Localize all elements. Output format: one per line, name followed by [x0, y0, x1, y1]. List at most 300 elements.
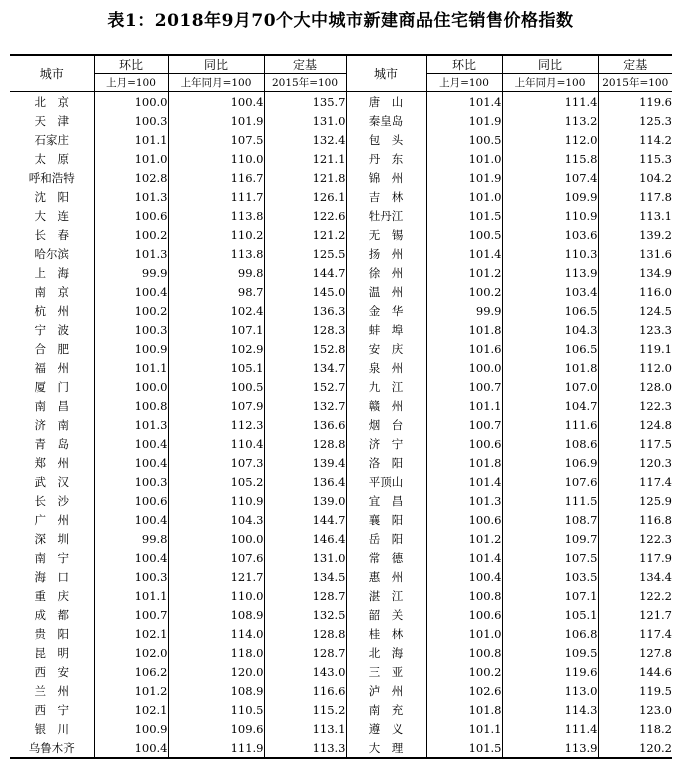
fixed-value: 113.1 — [598, 206, 672, 225]
yoy-value: 112.0 — [502, 130, 598, 149]
fixed-value: 136.6 — [264, 415, 346, 434]
fixed-base-header: 2015年=100 — [598, 74, 672, 92]
mom-value: 100.2 — [94, 225, 168, 244]
city-cell: 天 津 — [34, 113, 69, 128]
city-cell: 兰 州 — [34, 683, 69, 698]
fixed-value: 144.7 — [264, 510, 346, 529]
yoy-value: 106.9 — [502, 453, 598, 472]
fixed-value: 124.5 — [598, 301, 672, 320]
yoy-value: 107.5 — [168, 130, 264, 149]
yoy-value: 113.9 — [502, 738, 598, 758]
fixed-value: 146.4 — [264, 529, 346, 548]
fixed-value: 128.8 — [264, 624, 346, 643]
mom-value: 100.4 — [94, 510, 168, 529]
table-row — [10, 168, 672, 187]
yoy-value: 110.0 — [168, 586, 264, 605]
yoy-value: 108.9 — [168, 681, 264, 700]
yoy-value: 110.9 — [502, 206, 598, 225]
yoy-value: 110.9 — [168, 491, 264, 510]
yoy-value: 98.7 — [168, 282, 264, 301]
fixed-value: 122.2 — [598, 586, 672, 605]
mom-value: 101.4 — [426, 92, 502, 112]
fixed-value: 117.4 — [598, 624, 672, 643]
table-row — [10, 453, 672, 472]
mom-value: 100.8 — [426, 643, 502, 662]
mom-value: 100.0 — [94, 377, 168, 396]
table-row — [10, 396, 672, 415]
fixed-value: 122.3 — [598, 529, 672, 548]
yoy-value: 111.6 — [502, 415, 598, 434]
mom-value: 100.2 — [94, 301, 168, 320]
mom-value: 100.3 — [94, 567, 168, 586]
mom-value: 101.1 — [94, 586, 168, 605]
table-row — [10, 149, 672, 168]
mom-value: 101.0 — [426, 187, 502, 206]
yoy-value: 109.5 — [502, 643, 598, 662]
fixed-value: 152.7 — [264, 377, 346, 396]
mom-value: 100.7 — [426, 377, 502, 396]
mom-value: 101.9 — [426, 111, 502, 130]
mom-value: 100.4 — [94, 548, 168, 567]
table-row — [10, 529, 672, 548]
city-cell: 西 宁 — [34, 702, 69, 717]
yoy-value: 113.2 — [502, 111, 598, 130]
mom-base-header: 上月=100 — [426, 74, 502, 92]
yoy-value: 104.3 — [502, 320, 598, 339]
mom-value: 102.1 — [94, 700, 168, 719]
fixed-value: 121.7 — [598, 605, 672, 624]
fixed-column-header: 定基 — [598, 55, 672, 74]
fixed-value: 120.2 — [598, 738, 672, 758]
fixed-value: 128.3 — [264, 320, 346, 339]
mom-value: 100.6 — [94, 206, 168, 225]
city-cell: 平顶山 — [346, 472, 426, 491]
mom-value: 100.2 — [426, 282, 502, 301]
fixed-value: 131.0 — [264, 111, 346, 130]
city-cell: 牡丹江 — [346, 206, 426, 225]
city-cell: 泸 州 — [346, 681, 426, 700]
fixed-value: 132.7 — [264, 396, 346, 415]
city-cell: 太 原 — [34, 151, 69, 166]
mom-value: 101.4 — [426, 548, 502, 567]
city-cell: 南 宁 — [34, 550, 69, 565]
mom-value: 100.5 — [426, 130, 502, 149]
fixed-value: 112.0 — [598, 358, 672, 377]
fixed-value: 144.6 — [598, 662, 672, 681]
mom-value: 99.9 — [94, 263, 168, 282]
yoy-value: 108.9 — [168, 605, 264, 624]
city-cell: 济 南 — [34, 417, 69, 432]
yoy-value: 103.4 — [502, 282, 598, 301]
city-cell: 金 华 — [346, 301, 426, 320]
fixed-value: 134.4 — [598, 567, 672, 586]
city-cell: 北 京 — [34, 94, 69, 109]
city-cell: 广 州 — [34, 512, 69, 527]
yoy-value: 112.3 — [168, 415, 264, 434]
mom-value: 100.4 — [94, 453, 168, 472]
fixed-value: 124.8 — [598, 415, 672, 434]
mom-value: 101.3 — [426, 491, 502, 510]
yoy-value: 107.6 — [168, 548, 264, 567]
table-row — [10, 700, 672, 719]
city-cell: 沈 阳 — [34, 189, 69, 204]
city-cell: 南 充 — [346, 700, 426, 719]
yoy-value: 110.2 — [168, 225, 264, 244]
city-cell: 秦皇岛 — [346, 111, 426, 130]
table-row — [10, 358, 672, 377]
fixed-value: 134.7 — [264, 358, 346, 377]
fixed-value: 120.3 — [598, 453, 672, 472]
table-row — [10, 111, 672, 130]
city-cell: 九 江 — [346, 377, 426, 396]
mom-value: 100.6 — [94, 491, 168, 510]
yoy-value: 105.2 — [168, 472, 264, 491]
mom-value: 100.3 — [94, 320, 168, 339]
fixed-value: 123.3 — [598, 320, 672, 339]
city-cell: 北 海 — [346, 643, 426, 662]
city-cell: 长 春 — [34, 227, 69, 242]
table-row — [10, 377, 672, 396]
yoy-value: 100.0 — [168, 529, 264, 548]
fixed-value: 139.2 — [598, 225, 672, 244]
city-cell: 南 京 — [34, 284, 69, 299]
yoy-value: 119.6 — [502, 662, 598, 681]
table-row — [10, 662, 672, 681]
city-cell: 石家庄 — [34, 132, 69, 147]
mom-value: 100.9 — [94, 339, 168, 358]
city-cell: 襄 阳 — [346, 510, 426, 529]
yoy-value: 111.4 — [502, 719, 598, 738]
mom-value: 102.8 — [94, 168, 168, 187]
table-title: 表1：2018年9月70个大中城市新建商品住宅销售价格指数 — [107, 11, 574, 31]
yoy-value: 110.5 — [168, 700, 264, 719]
mom-value: 99.8 — [94, 529, 168, 548]
yoy-value: 111.5 — [502, 491, 598, 510]
city-cell: 昆 明 — [34, 645, 69, 660]
mom-value: 100.3 — [94, 472, 168, 491]
fixed-value: 125.3 — [598, 111, 672, 130]
mom-value: 101.0 — [94, 149, 168, 168]
city-cell: 唐 山 — [346, 92, 426, 112]
city-cell: 济 宁 — [346, 434, 426, 453]
mom-value: 100.4 — [426, 567, 502, 586]
fixed-value: 127.8 — [598, 643, 672, 662]
city-cell: 丹 东 — [346, 149, 426, 168]
yoy-value: 105.1 — [168, 358, 264, 377]
yoy-value: 110.3 — [502, 244, 598, 263]
mom-column-header: 环比 — [94, 55, 168, 74]
mom-value: 100.4 — [94, 282, 168, 301]
city-cell: 包 头 — [346, 130, 426, 149]
fixed-value: 119.6 — [598, 92, 672, 112]
yoy-value: 110.4 — [168, 434, 264, 453]
city-cell: 湛 江 — [346, 586, 426, 605]
city-cell: 岳 阳 — [346, 529, 426, 548]
mom-value: 101.3 — [94, 415, 168, 434]
yoy-value: 113.8 — [168, 206, 264, 225]
city-cell: 赣 州 — [346, 396, 426, 415]
table-row — [10, 643, 672, 662]
mom-value: 101.3 — [94, 244, 168, 263]
yoy-value: 113.0 — [502, 681, 598, 700]
yoy-value: 107.6 — [502, 472, 598, 491]
fixed-value: 125.9 — [598, 491, 672, 510]
table-row — [10, 282, 672, 301]
mom-value: 101.1 — [426, 396, 502, 415]
mom-value: 101.5 — [426, 206, 502, 225]
city-column-header: 城市 — [346, 55, 426, 92]
mom-value: 101.5 — [426, 738, 502, 758]
table-row — [10, 92, 672, 112]
yoy-base-header: 上年同月=100 — [502, 74, 598, 92]
yoy-value: 104.3 — [168, 510, 264, 529]
mom-base-header: 上月=100 — [94, 74, 168, 92]
mom-value: 100.0 — [426, 358, 502, 377]
table-row — [10, 738, 672, 758]
mom-value: 100.7 — [426, 415, 502, 434]
table-row — [10, 681, 672, 700]
mom-value: 101.8 — [426, 700, 502, 719]
yoy-value: 107.1 — [502, 586, 598, 605]
yoy-column-header: 同比 — [168, 55, 264, 74]
city-cell: 蚌 埠 — [346, 320, 426, 339]
table-row — [10, 510, 672, 529]
price-index-table — [10, 54, 672, 759]
city-cell: 南 昌 — [34, 398, 69, 413]
yoy-value: 102.4 — [168, 301, 264, 320]
fixed-column-header: 定基 — [264, 55, 346, 74]
city-cell: 大 连 — [34, 208, 69, 223]
yoy-value: 101.9 — [168, 111, 264, 130]
fixed-value: 115.3 — [598, 149, 672, 168]
fixed-value: 131.0 — [264, 548, 346, 567]
table-row — [10, 301, 672, 320]
fixed-value: 117.4 — [598, 472, 672, 491]
fixed-value: 123.0 — [598, 700, 672, 719]
header-row-top — [10, 55, 672, 74]
yoy-value: 107.1 — [168, 320, 264, 339]
fixed-value: 115.2 — [264, 700, 346, 719]
mom-value: 101.2 — [426, 529, 502, 548]
yoy-value: 106.5 — [502, 301, 598, 320]
yoy-value: 104.7 — [502, 396, 598, 415]
city-cell: 洛 阳 — [346, 453, 426, 472]
mom-value: 100.9 — [94, 719, 168, 738]
city-cell: 乌鲁木齐 — [10, 738, 94, 758]
fixed-value: 152.8 — [264, 339, 346, 358]
mom-value: 101.4 — [426, 244, 502, 263]
mom-value: 100.0 — [94, 92, 168, 112]
mom-value: 106.2 — [94, 662, 168, 681]
mom-value: 101.8 — [426, 453, 502, 472]
mom-value: 101.3 — [94, 187, 168, 206]
yoy-value: 105.1 — [502, 605, 598, 624]
fixed-value: 131.6 — [598, 244, 672, 263]
mom-value: 100.4 — [94, 738, 168, 758]
fixed-value: 126.1 — [264, 187, 346, 206]
fixed-value: 139.0 — [264, 491, 346, 510]
yoy-value: 107.5 — [502, 548, 598, 567]
fixed-value: 143.0 — [264, 662, 346, 681]
fixed-value: 121.8 — [264, 168, 346, 187]
table-row — [10, 263, 672, 282]
city-cell: 宁 波 — [34, 322, 69, 337]
city-cell: 徐 州 — [346, 263, 426, 282]
yoy-value: 121.7 — [168, 567, 264, 586]
fixed-value: 116.8 — [598, 510, 672, 529]
fixed-value: 118.2 — [598, 719, 672, 738]
mom-value: 101.4 — [426, 472, 502, 491]
table-row — [10, 548, 672, 567]
city-cell: 温 州 — [346, 282, 426, 301]
fixed-value: 119.1 — [598, 339, 672, 358]
mom-column-header: 环比 — [426, 55, 502, 74]
city-cell: 锦 州 — [346, 168, 426, 187]
mom-value: 101.8 — [426, 320, 502, 339]
city-cell: 福 州 — [34, 360, 69, 375]
city-cell: 韶 关 — [346, 605, 426, 624]
table-row — [10, 719, 672, 738]
city-cell: 西 安 — [34, 664, 69, 679]
fixed-value: 117.8 — [598, 187, 672, 206]
mom-value: 102.1 — [94, 624, 168, 643]
fixed-value: 136.3 — [264, 301, 346, 320]
table-row — [10, 472, 672, 491]
yoy-value: 109.6 — [168, 719, 264, 738]
city-cell: 桂 林 — [346, 624, 426, 643]
city-cell: 上 海 — [34, 265, 69, 280]
mom-value: 101.6 — [426, 339, 502, 358]
yoy-value: 101.8 — [502, 358, 598, 377]
city-cell: 重 庆 — [34, 588, 69, 603]
yoy-value: 107.4 — [502, 168, 598, 187]
mom-value: 101.1 — [94, 130, 168, 149]
fixed-value: 128.0 — [598, 377, 672, 396]
mom-value: 100.6 — [426, 605, 502, 624]
fixed-value: 117.9 — [598, 548, 672, 567]
fixed-value: 125.5 — [264, 244, 346, 263]
city-cell: 合 肥 — [34, 341, 69, 356]
fixed-value: 104.2 — [598, 168, 672, 187]
city-cell: 武 汉 — [34, 474, 69, 489]
city-cell: 郑 州 — [34, 455, 69, 470]
table-row — [10, 434, 672, 453]
city-cell: 常 德 — [346, 548, 426, 567]
table-row — [10, 130, 672, 149]
table-row — [10, 320, 672, 339]
mom-value: 101.0 — [426, 149, 502, 168]
yoy-value: 106.8 — [502, 624, 598, 643]
fixed-value: 116.0 — [598, 282, 672, 301]
yoy-value: 116.7 — [168, 168, 264, 187]
city-cell: 三 亚 — [346, 662, 426, 681]
table-row — [10, 244, 672, 263]
fixed-value: 134.5 — [264, 567, 346, 586]
city-cell: 呼和浩特 — [28, 170, 75, 185]
city-cell: 哈尔滨 — [34, 246, 69, 261]
city-cell: 杭 州 — [34, 303, 69, 318]
city-cell: 吉 林 — [346, 187, 426, 206]
fixed-value: 113.3 — [264, 738, 346, 758]
fixed-value: 139.4 — [264, 453, 346, 472]
mom-value: 101.1 — [94, 358, 168, 377]
yoy-value: 120.0 — [168, 662, 264, 681]
fixed-value: 121.2 — [264, 225, 346, 244]
yoy-value: 114.3 — [502, 700, 598, 719]
table-row — [10, 586, 672, 605]
yoy-value: 107.3 — [168, 453, 264, 472]
city-cell: 长 沙 — [34, 493, 69, 508]
mom-value: 101.2 — [94, 681, 168, 700]
mom-value: 101.9 — [426, 168, 502, 187]
yoy-value: 108.7 — [502, 510, 598, 529]
fixed-value: 121.1 — [264, 149, 346, 168]
mom-value: 100.4 — [94, 434, 168, 453]
city-cell: 大 理 — [346, 738, 426, 758]
yoy-value: 103.5 — [502, 567, 598, 586]
mom-value: 100.3 — [94, 111, 168, 130]
city-column-header: 城市 — [10, 55, 94, 92]
city-cell: 无 锡 — [346, 225, 426, 244]
city-cell: 银 川 — [34, 721, 69, 736]
yoy-value: 107.0 — [502, 377, 598, 396]
mom-value: 100.6 — [426, 510, 502, 529]
table-row — [10, 339, 672, 358]
fixed-value: 128.7 — [264, 586, 346, 605]
table-row — [10, 605, 672, 624]
yoy-value: 100.5 — [168, 377, 264, 396]
fixed-value: 132.4 — [264, 130, 346, 149]
city-cell: 安 庆 — [346, 339, 426, 358]
fixed-value: 114.2 — [598, 130, 672, 149]
mom-value: 101.1 — [426, 719, 502, 738]
mom-value: 100.8 — [94, 396, 168, 415]
mom-value: 100.5 — [426, 225, 502, 244]
yoy-value: 118.0 — [168, 643, 264, 662]
yoy-value: 103.6 — [502, 225, 598, 244]
city-cell: 海 口 — [34, 569, 69, 584]
city-cell: 遵 义 — [346, 719, 426, 738]
fixed-value: 136.4 — [264, 472, 346, 491]
table-row — [10, 187, 672, 206]
mom-value: 102.6 — [426, 681, 502, 700]
city-cell: 泉 州 — [346, 358, 426, 377]
table-body — [10, 92, 672, 759]
table-row — [10, 567, 672, 586]
fixed-value: 116.6 — [264, 681, 346, 700]
city-cell: 成 都 — [34, 607, 69, 622]
yoy-value: 106.5 — [502, 339, 598, 358]
yoy-value: 108.6 — [502, 434, 598, 453]
fixed-value: 119.5 — [598, 681, 672, 700]
header-row-sub — [10, 74, 672, 92]
yoy-value: 113.9 — [502, 263, 598, 282]
fixed-value: 132.5 — [264, 605, 346, 624]
table-row — [10, 624, 672, 643]
mom-value: 100.2 — [426, 662, 502, 681]
yoy-value: 102.9 — [168, 339, 264, 358]
yoy-value: 99.8 — [168, 263, 264, 282]
yoy-column-header: 同比 — [502, 55, 598, 74]
mom-value: 100.8 — [426, 586, 502, 605]
table-row — [10, 491, 672, 510]
fixed-value: 144.7 — [264, 263, 346, 282]
fixed-value: 113.1 — [264, 719, 346, 738]
fixed-value: 145.0 — [264, 282, 346, 301]
yoy-value: 115.8 — [502, 149, 598, 168]
city-cell: 烟 台 — [346, 415, 426, 434]
yoy-value: 114.0 — [168, 624, 264, 643]
